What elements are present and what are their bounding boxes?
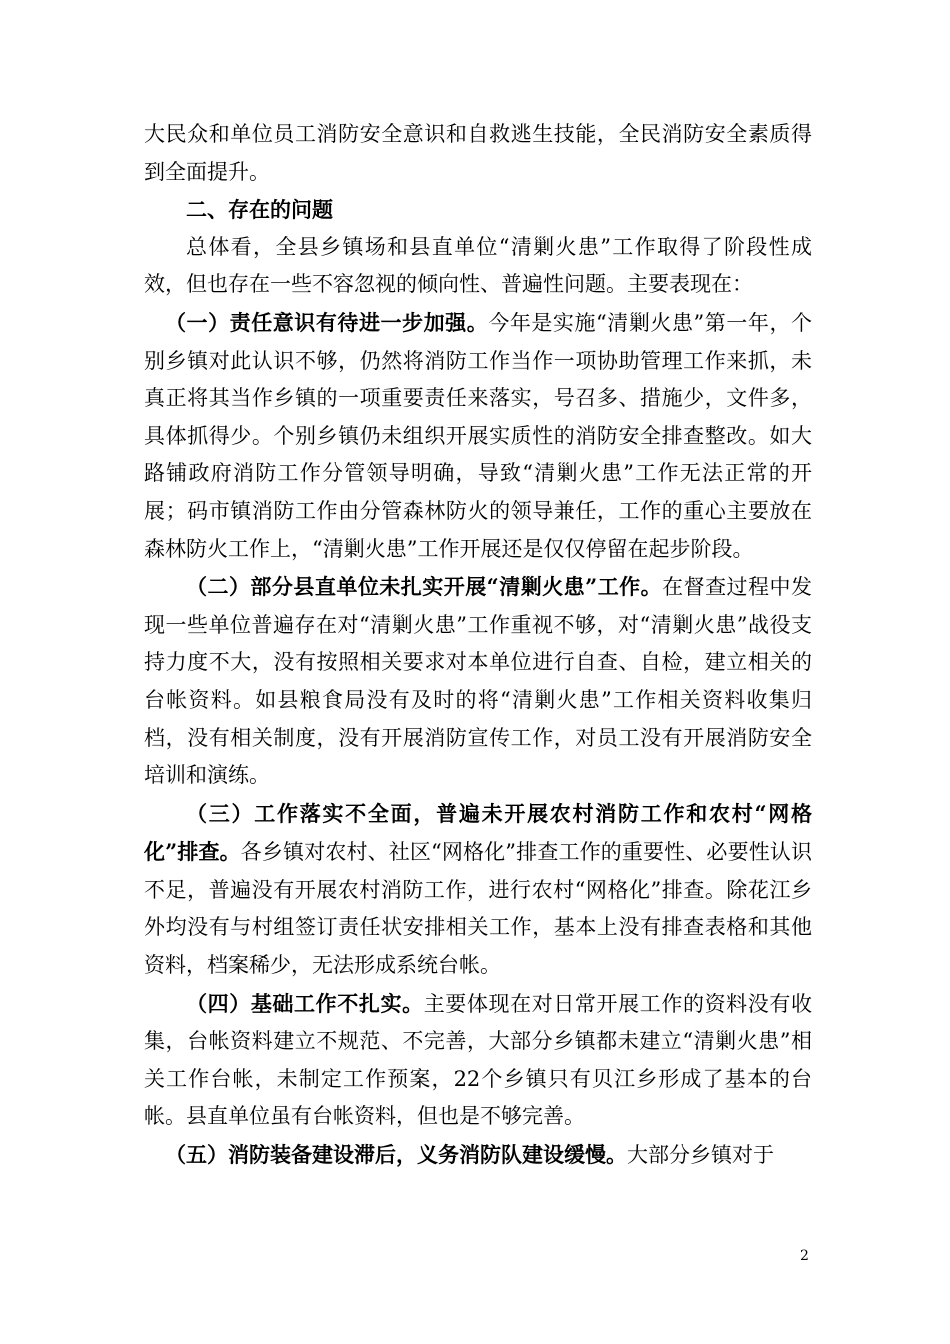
paragraph-text: 今年是实施“清剿火患”第一年，个别乡镇对此认识不够，仍然将消防工作当作一项协助管理工作来抓，未真正将其当作乡镇的一项重要责任来落实，号召多、措施少，文件多，具体抓得少。个别乡镇仍未组织开展实质性的消防安全排查整改。如大路铺政府消防工作分管领导明确，导致“清剿火患”工作无法正常的开展；码市镇消防工作由分管森林防火的领导兼任，工作的重心主要放在森林防火工作上，“清剿火患”工作开展还是仅仅停留在起步阶段。 — [144, 310, 812, 561]
heading-text: 二、存在的问题 — [186, 197, 333, 223]
paragraph-issue-2 — [144, 568, 812, 795]
paragraph-issue-1 — [144, 304, 812, 568]
paragraph-summary — [144, 229, 812, 304]
issue-lead: （三）工作落实不全面，普遍未开展农村消防工作和农村“网格化”排查。 — [144, 800, 812, 865]
paragraph-text: 各乡镇对农村、社区“网格化”排查工作的重要性、必要性认识不足，普遍没有开展农村消防工作，进行农村“网格化”排查。除花江乡外均没有与村组签订责任状安排相关工作，基本上没有排查表格和其他资料，档案稀少，无法形成系统台帐。 — [144, 840, 812, 978]
issue-lead: （一）责任意识有待进一步加强。 — [165, 309, 489, 335]
page-number: 2 — [800, 1248, 809, 1264]
paragraph-text: 主要体现在对日常开展工作的资料没有收集，台帐资料建立不规范、不完善，大部分乡镇都未建立“清剿火患”相关工作台帐，未制定工作预案，22个乡镇只有贝江乡形成了基本的台帐。县直单位虽有台帐资料，但也是不够完善。 — [144, 991, 813, 1129]
issue-lead: （二）部分县直单位未扎实开展“清剿火患”工作。 — [186, 574, 663, 600]
issue-lead: （四）基础工作不扎实。 — [186, 990, 424, 1016]
paragraph-text: 大民众和单位员工消防安全意识和自救逃生技能，全民消防安全素质得到全面提升。 — [144, 122, 812, 184]
paragraph-text: 总体看，全县乡镇场和县直单位“清剿火患”工作取得了阶段性成效，但也存在一些不容忽视的倾向性、普遍性问题。主要表现在： — [144, 234, 812, 297]
paragraph-issue-3 — [144, 795, 812, 985]
paragraph-intro-continuation — [144, 116, 812, 191]
paragraph-issue-5 — [144, 1136, 812, 1175]
document-body — [144, 116, 812, 1175]
paragraph-issue-4 — [144, 985, 812, 1136]
section-heading — [144, 191, 812, 229]
paragraph-text: 大部分乡镇对于 — [627, 1143, 774, 1168]
issue-lead: （五）消防装备建设滞后，义务消防队建设缓慢。 — [165, 1142, 627, 1168]
paragraph-text: 在督查过程中发现一些单位普遍存在对“清剿火患”工作重视不够，对“清剿火患”战役支持力度不大，没有按照相关要求对本单位进行自查、自检，建立相关的台帐资料。如县粮食局没有及时的将“清剿火患”工作相关资料收集归档，没有相关制度，没有开展消防宣传工作，对员工没有开展消防安全培训和演练。 — [144, 575, 812, 788]
